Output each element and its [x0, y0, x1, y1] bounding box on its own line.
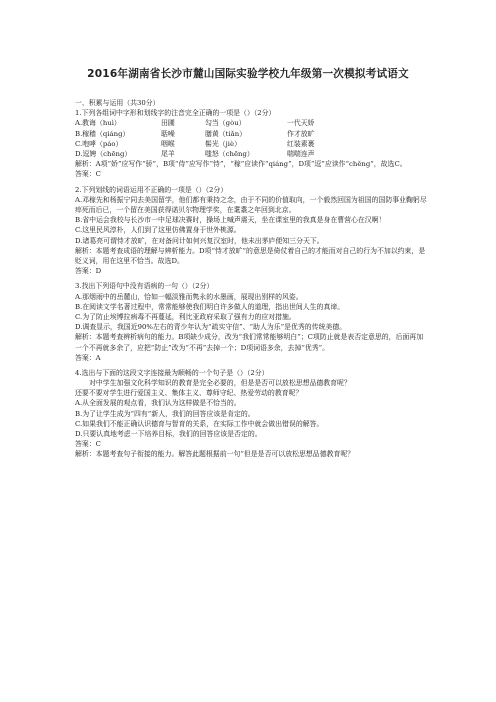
q3-stem: 3.找出下列语句中没有语病的一句（）（2分） — [75, 282, 214, 291]
q4-option-a: A.从全面发展的观点看，我们认为这样做是不恰当的。 — [75, 399, 241, 408]
q4-passage-line2: 还要不要对学生进行爱国主义、集体主义、尊师守纪、热爱劳动的教育呢？ — [75, 389, 303, 398]
q1-a-word1: A.教诲（huì） — [75, 119, 121, 128]
q2-option-d: D.诸葛亮可谓恃才放旷，在对备问计如何兴复汉室时，他未出茅庐便知三分天下。 — [75, 236, 324, 245]
q1-a-word2: 田圃 — [161, 119, 175, 128]
q2-option-a: A.邓稼先和杨振宁同去美国留学，他们都有秉持之念，由于不同的价值取向，一个毅然回国为祖国的国防事业鞠躬尽瘁死而后已，一个留在美国获得诺贝尔物理学奖，在耄耋之年回到北京。 — [75, 195, 427, 214]
q1-c-word4: 红装素裹 — [287, 139, 315, 148]
q1-b-word4: 作才放旷 — [287, 129, 315, 138]
q1-d-word2: 尾羊 — [161, 149, 175, 158]
q4-option-d: D.只要认真地考虑一下培养目标，我们的回答应该是否定的。 — [75, 430, 262, 439]
exam-title: 2016年湖南省长沙市麓山国际实验学校九年级第一次模拟考试语文 — [87, 68, 409, 80]
q3-option-a: A.那烟雨中的岳麓山，恰如一幅淡雅而隽永的水墨画，展现出别样的风姿。 — [75, 292, 303, 301]
q1-option-c — [75, 139, 427, 149]
q2-option-b: B.省中运会我校与长沙市一中足球决赛时，操场上喊声震天，坐在课室里的我真是身在曹营心在汉啊！ — [75, 216, 386, 225]
q1-d-word4: 喘喘连声 — [287, 149, 315, 158]
q4-analysis: 解析：本题考查句子衔接的能力。解答此题根据前一句“但是是否可以放松思想品德教育呢？ — [75, 450, 355, 459]
q1-analysis: 解析：A项“娇”应写作“骄”，B项“侍”应写作“恃”，“稼”应读作“qiáng”，D项“逗”应读作“chěng”，故选C。 — [75, 160, 407, 169]
q1-stem: 1.下列各组词中字形和划线字的注音完全正确的一项是（）（2分） — [75, 109, 276, 118]
q3-option-d: D.调查显示，我国近90%左右的青少年认为“疏实守信”、“助人为乐”是优秀的传统美德。 — [75, 323, 347, 332]
q1-b-word2: 聒噪 — [161, 129, 175, 138]
q1-c-word2: 咽喉 — [161, 139, 175, 148]
q1-a-word4: 一代天娇 — [287, 119, 315, 128]
q1-a-word3: 勾当（gòu） — [205, 119, 246, 128]
q3-option-c: C.为了防止埃博拉病毒不再蔓延，利比亚政府采取了强有力的应对措施。 — [75, 312, 296, 321]
q2-stem: 2.下列划线的词语运用不正确的一项是（）（2分） — [75, 185, 228, 194]
q3-answer: 答案：A — [75, 353, 101, 362]
q1-answer: 答案：C — [75, 170, 101, 179]
q3-analysis: 解析：本题考查辨析病句的能力。B项缺少成分，改为“我们常常能够明白”；C项防止就是表否定意思的，后面再加一个不再就多余了，应把“防止”改为“不再”去掉一个；D项词语多余，去掉“优秀”。 — [75, 333, 424, 352]
q1-d-word3: 嗤怒（chēng） — [205, 149, 254, 158]
q4-answer: 答案：C — [75, 440, 101, 449]
q4-passage-line1: 对中学生加强文化科学知识的教育是完全必要的，但是是否可以放松思想品德教育呢？ — [89, 379, 351, 388]
q1-c-word1: C.咆哮（páo） — [75, 139, 123, 148]
q1-b-word3: 膳黄（tiǎn） — [205, 129, 247, 138]
q1-c-word3: 髻光（jiè） — [205, 139, 241, 148]
exam-content — [75, 98, 427, 460]
q2-analysis: 解析：本题考查成语的理解与辨析能力。D项“恃才放旷”的意思是倚仗着自己的才能而对自己的行为不加以约束，是贬义词，用在这里不恰当。故选D。 — [75, 246, 426, 265]
q4-option-c: C.如果我们不能正确认识德育与智育的关系，在实际工作中就会做出错误的解答。 — [75, 419, 324, 428]
q1-option-b — [75, 129, 427, 139]
section-heading: 一、积累与运用（共30分） — [75, 99, 160, 107]
q2-answer: 答案：D — [75, 267, 102, 276]
q1-d-word1: D.逗娉（chēng） — [75, 149, 132, 158]
q1-b-word1: B.稼穑（qiáng） — [75, 129, 130, 138]
q1-option-a — [75, 118, 427, 128]
q1-option-d — [75, 149, 427, 159]
q3-option-b: B.在阅读文学名著过程中，常常能够使我们明白许多做人的道理，指出世间人生的真谛。 — [75, 302, 345, 311]
q4-stem: 4.选出与下面的这段文字连接最为顺畅的一个句子是（）（2分） — [75, 368, 269, 377]
q4-option-b: B.为了让学生成为“四有”新人，我们的回答应该是肯定的。 — [75, 409, 255, 418]
q2-option-c: C.这里民风淳朴，人们到了这里仿佛置身于世外桃源。 — [75, 226, 241, 235]
